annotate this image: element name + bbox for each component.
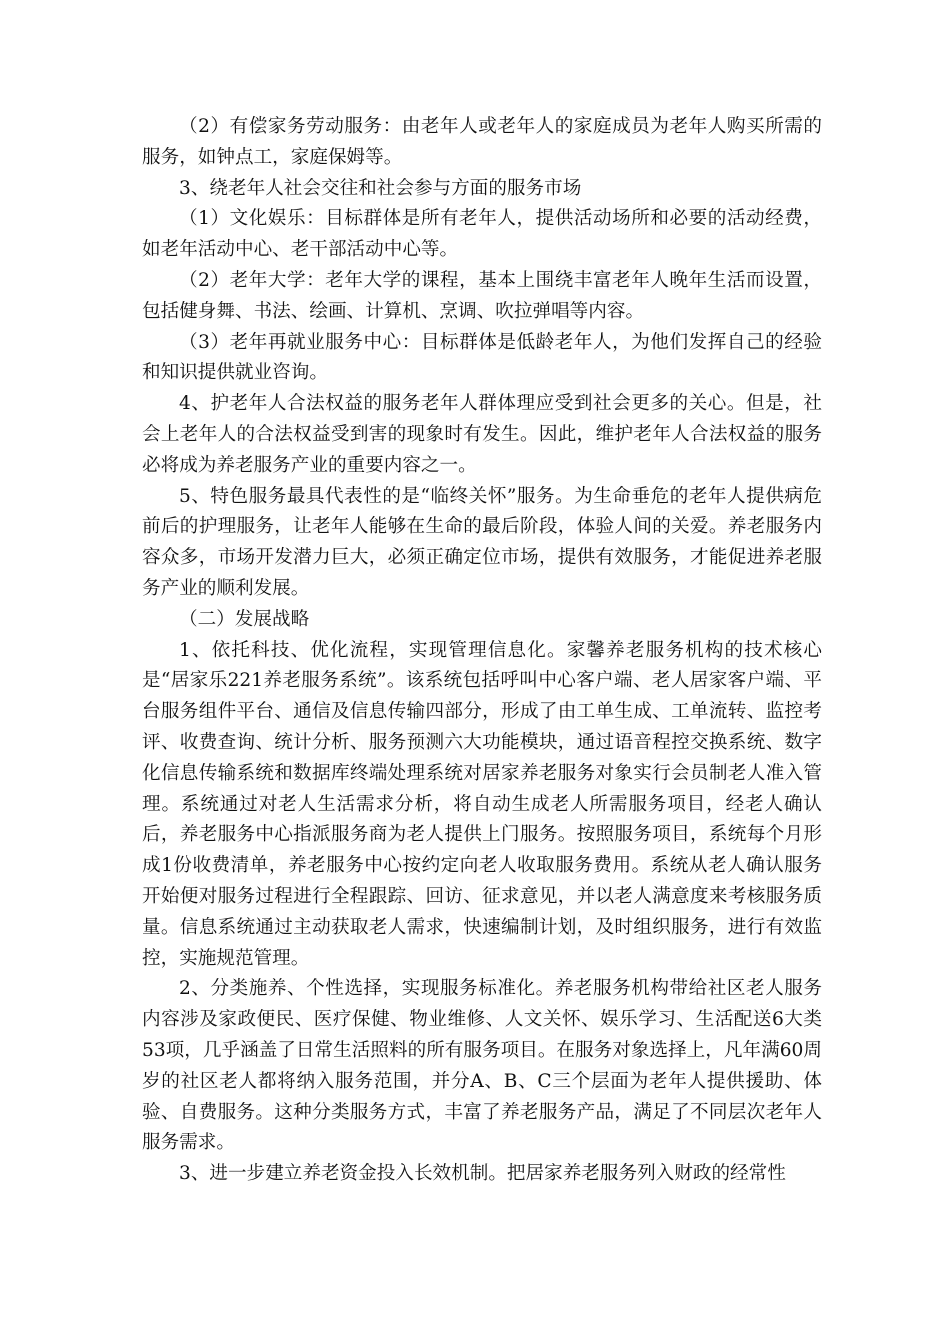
paragraph-paid-housework: （2）有偿家务劳动服务：由老年人或老年人的家庭成员为老年人购买所需的服务，如钟点工，家庭保姆等。 [142,116,822,168]
paragraph-special-services: 5、特色服务最具代表性的是“临终关怀”服务。为生命垂危的老年人提供病危前后的护理服务，让老年人能够在生命的最后阶段，体验人间的关爱。养老服务内容众多，市场开发潜力巨大，必须正确定位市场，提供有效服务，才能促进养老服务产业的顺利发展。 [142,485,822,599]
paragraph-reemployment-center: （3）老年再就业服务中心：目标群体是低龄老年人，为他们发挥自己的经验和知识提供就业咨询。 [142,331,822,384]
paragraph-service-standardization: 2、分类施养、个性选择，实现服务标准化。养老服务机构带给社区老人服务内容涉及家政便民、医疗保健、物业维修、人文关怀、娱乐学习、生活配送6大类53项，几乎涵盖了日常生活照料的所有服务项目。在服务对象选择上，凡年满60周岁的社区老人都将纳入服务范围，并分A、B、C三个层面为老年人提供援助、体验、自费服务。这种分类服务方式，丰富了养老服务产品，满足了不同层次老年人服务需求。 [142,978,822,1154]
document-page [142,112,822,1190]
paragraph-funding-mechanism: 3、进一步建立养老资金投入长效机制。把居家养老服务列入财政的经常性 [179,1163,786,1185]
section-heading-development-strategy: （二）发展战略 [179,608,310,630]
paragraph-social-market-heading: 3、绕老年人社会交往和社会参与方面的服务市场 [179,177,582,199]
paragraph-cultural-entertainment: （1）文化娱乐：目标群体是所有老年人，提供活动场所和必要的活动经费，如老年活动中心、老干部活动中心等。 [142,208,822,261]
paragraph-technology-informatization: 1、依托科技、优化流程，实现管理信息化。家馨养老服务机构的技术核心是“居家乐221养老服务系统”。该系统包括呼叫中心客户端、老人居家客户端、平台服务组件平台、通信及信息传输四部分，形成了由工单生成、工单流转、监控考评、收费查询、统计分析、服务预测六大功能模块，通过语音程控交换系统、数字化信息传输系统和数据库终端处理系统对居家养老服务对象实行会员制老人准入管理。系统通过对老人生活需求分析，将自动生成老人所需服务项目，经老人确认后，养老服务中心指派服务商为老人提供上门服务。按照服务项目，系统每个月形成1份收费清单，养老服务中心按约定向老人收取服务费用。系统从老人确认服务开始便对服务过程进行全程跟踪、回访、征求意见，并以老人满意度来考核服务质量。信息系统通过主动获取老人需求，快速编制计划，及时组织服务，进行有效监控，实施规范管理。 [142,639,822,969]
paragraph-senior-university: （2）老年大学：老年大学的课程，基本上围绕丰富老年人晚年生活而设置，包括健身舞、书法、绘画、计算机、烹调、吹拉弹唱等内容。 [142,269,822,322]
paragraph-legal-rights: 4、护老年人合法权益的服务老年人群体理应受到社会更多的关心。但是，社会上老年人的合法权益受到害的现象时有发生。因此，维护老年人合法权益的服务必将成为养老服务产业的重要内容之一。 [142,393,822,476]
